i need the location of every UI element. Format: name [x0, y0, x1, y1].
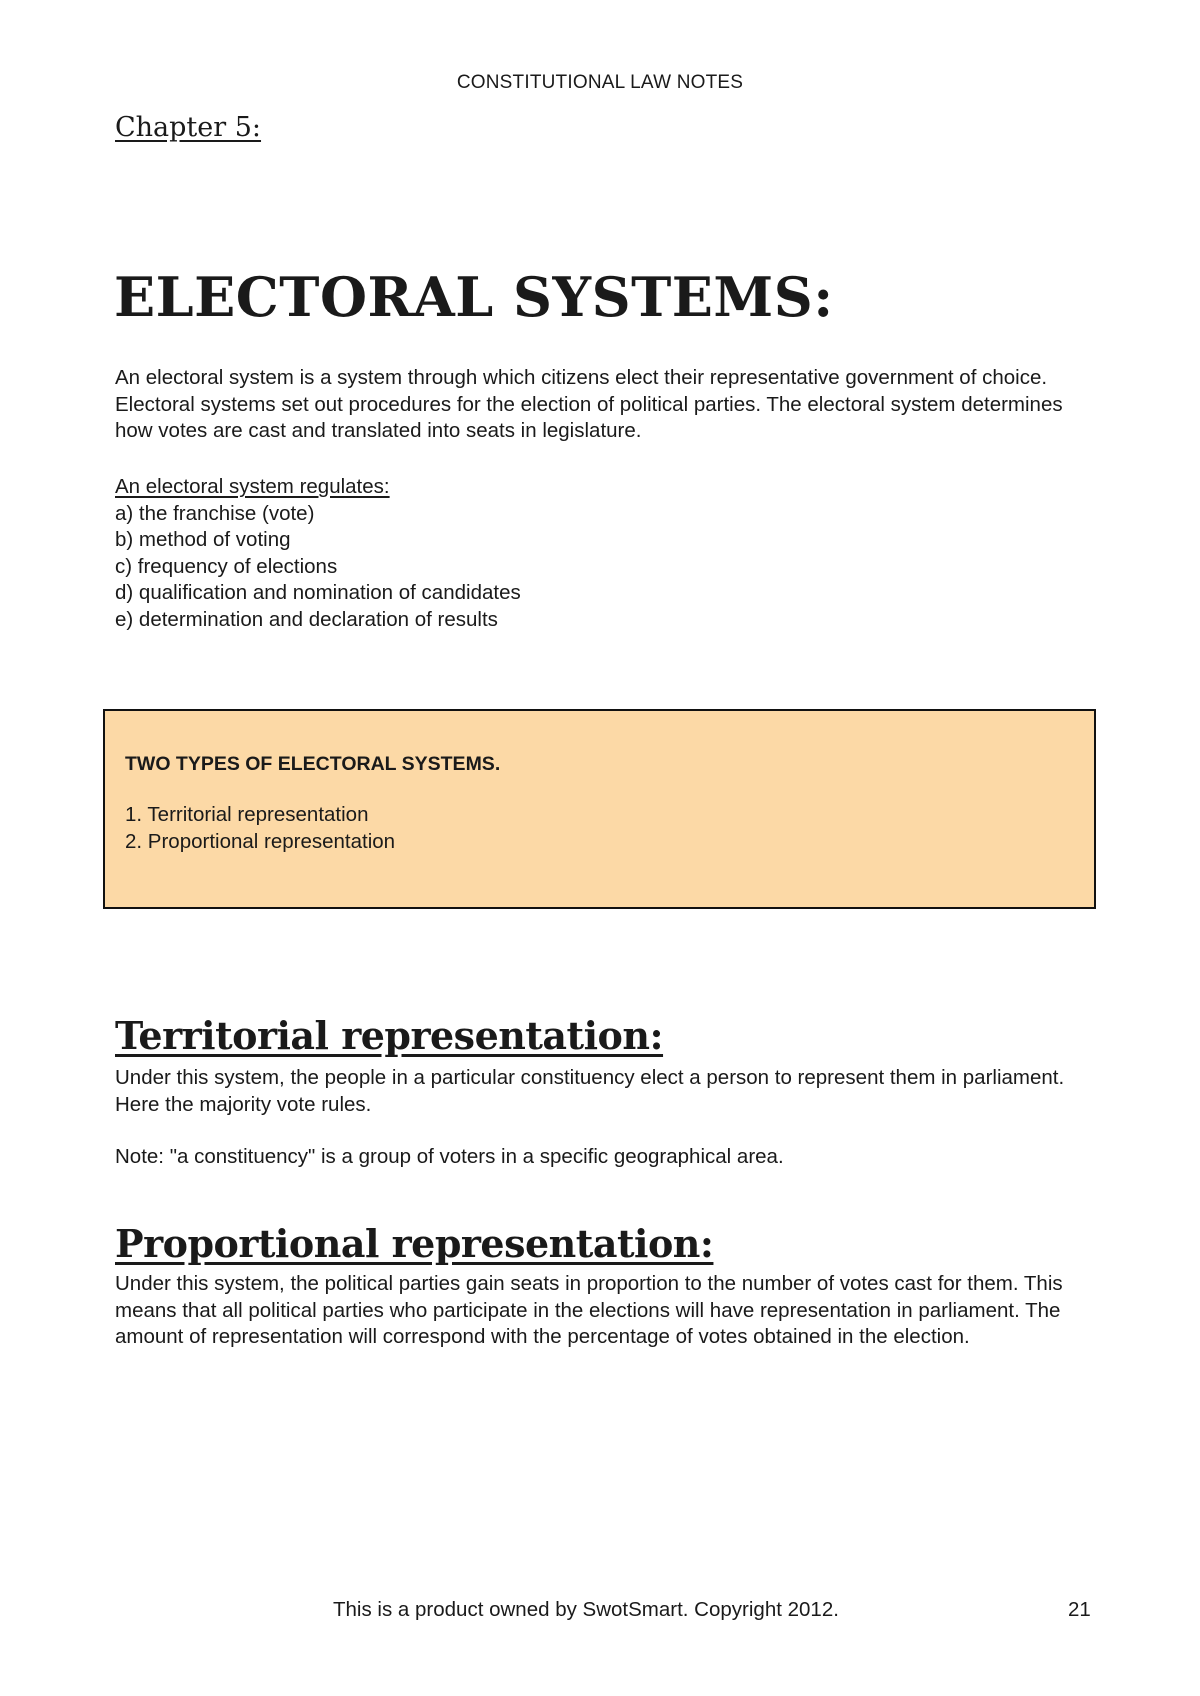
list-item: 1. Territorial representation: [125, 803, 369, 826]
territorial-heading: Territorial representation:: [115, 1013, 664, 1058]
list-item: e) determination and declaration of results: [115, 607, 498, 631]
intro-paragraph: An electoral system is a system through which citizens elect their representative government of choice. Electoral systems set out procedures for the election of political parties. The electoral system determines how votes are cast and translated into seats in legislature.: [115, 366, 1063, 442]
list-item: 2. Proportional representation: [125, 829, 396, 853]
regulates-section: [115, 474, 1015, 633]
types-list: [125, 802, 1074, 855]
page-header: CONSTITUTIONAL LAW NOTES: [456, 72, 744, 93]
types-heading: TWO TYPES OF ELECTORAL SYSTEMS.: [125, 753, 501, 775]
list-item: d) qualification and nomination of candidates: [115, 581, 521, 604]
proportional-heading: Proportional representation:: [115, 1221, 714, 1266]
list-item: a) the franchise (vote): [115, 501, 315, 525]
regulates-list: [115, 501, 1015, 634]
territorial-paragraph: Under this system, the people in a particular constituency elect a person to represent them in parliament. Here the majority vote rules.: [115, 1066, 1065, 1116]
chapter-label: Chapter 5:: [115, 112, 262, 143]
copyright-notice: This is a product owned by SwotSmart. Copyright 2012.: [333, 1598, 839, 1621]
territorial-note: Note: "a constituency" is a group of voters in a specific geographical area.: [115, 1145, 784, 1168]
list-item: b) method of voting: [115, 528, 291, 551]
proportional-paragraph: Under this system, the political parties gain seats in proportion to the number of votes cast for them. This means that all political parties who participate in the elections will have representation in parliament. The amount of representation will correspond with the percentage of votes obtained in the election.: [115, 1272, 1063, 1348]
types-callout-box: [103, 709, 1096, 909]
page-title: ELECTORAL SYSTEMS:: [114, 265, 834, 329]
page-number: 21: [1068, 1598, 1091, 1621]
regulates-heading: An electoral system regulates:: [115, 475, 390, 498]
list-item: c) frequency of elections: [115, 554, 338, 578]
